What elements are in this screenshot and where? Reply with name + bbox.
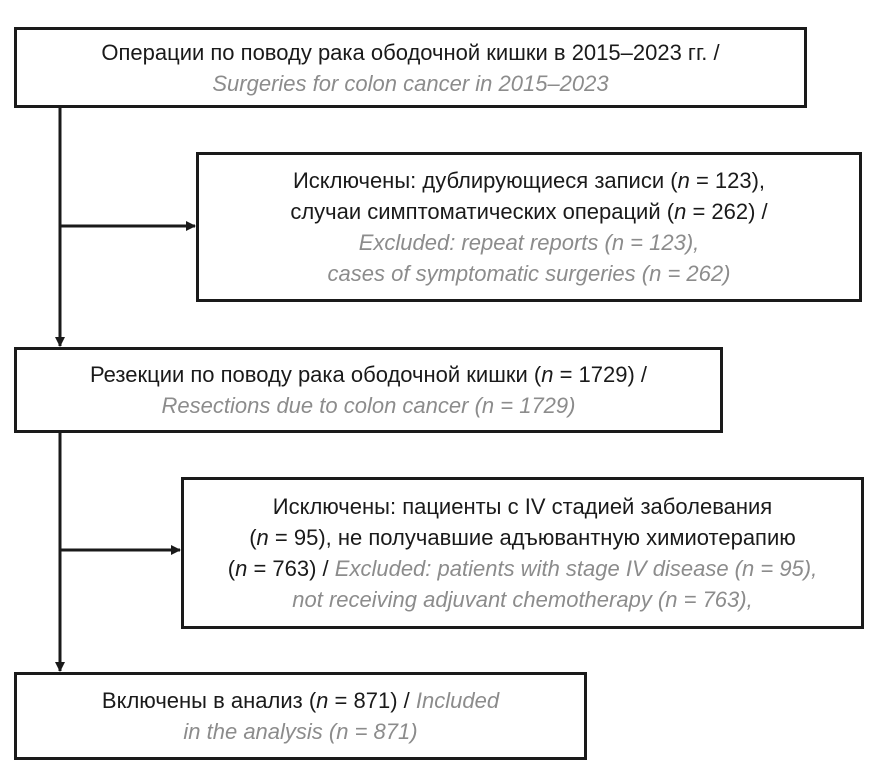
surgeries-line	[212, 68, 608, 99]
english-text: not receiving adjuvant chemotherapy (n = 763),	[292, 587, 753, 612]
english-text: Included	[415, 688, 500, 713]
russian-text: Исключены: пациенты с IV стадией заболевания	[272, 494, 773, 519]
russian-text: Операции по поводу рака ободочной кишки в 2015–2023 гг. /	[101, 39, 720, 65]
english-text: Surgeries for colon cancer in 2015–2023	[212, 70, 609, 96]
russian-text: Резекции по поводу рака ободочной кишки (	[89, 362, 542, 387]
excluded-first-box	[196, 152, 862, 302]
excluded-second-box	[181, 477, 864, 629]
resections-line	[90, 359, 647, 390]
excluded-second-line	[228, 553, 817, 584]
included-line	[102, 685, 499, 716]
russian-text: = 763) /	[247, 556, 335, 581]
russian-text: = 123),	[689, 168, 766, 193]
excluded-second-line	[292, 584, 752, 615]
surgeries-box	[14, 27, 807, 108]
variable-n: n	[541, 362, 554, 387]
variable-n: n	[235, 556, 248, 581]
english-text: cases of symptomatic surgeries (n = 262)	[327, 261, 731, 286]
excluded-first-line	[359, 227, 700, 258]
russian-text: Включены в анализ (	[101, 688, 317, 713]
variable-n: n	[316, 688, 329, 713]
included-box	[14, 672, 587, 760]
english-text: Excluded: repeat reports (n = 123),	[358, 230, 700, 255]
russian-text: = 871) /	[328, 688, 416, 713]
english-text: in the analysis (n = 871)	[183, 719, 418, 744]
english-text: Resections due to colon cancer (n = 1729)	[161, 393, 576, 418]
russian-text: (	[249, 525, 257, 550]
russian-text: = 95), не получавшие адъювантную химиотерапию	[268, 525, 796, 550]
excluded-second-line	[249, 522, 796, 553]
russian-text: = 262) /	[686, 199, 768, 224]
excluded-first-line	[290, 196, 767, 227]
russian-text: (	[227, 556, 236, 581]
surgeries-line	[101, 37, 719, 68]
russian-text: случаи симптоматических операций (	[290, 199, 675, 224]
excluded-first-line	[328, 258, 731, 289]
excluded-first-line	[293, 165, 765, 196]
variable-n: n	[677, 168, 690, 193]
excluded-second-line	[273, 491, 772, 522]
resections-box	[14, 347, 723, 433]
included-line	[183, 716, 417, 747]
english-text: Excluded: patients with stage IV disease (n = 95),	[334, 556, 818, 581]
variable-n: n	[256, 525, 269, 550]
variable-n: n	[674, 199, 687, 224]
resections-line	[162, 390, 576, 421]
russian-text: Исключены: дублирующиеся записи (	[292, 168, 678, 193]
russian-text: = 1729) /	[553, 362, 648, 387]
